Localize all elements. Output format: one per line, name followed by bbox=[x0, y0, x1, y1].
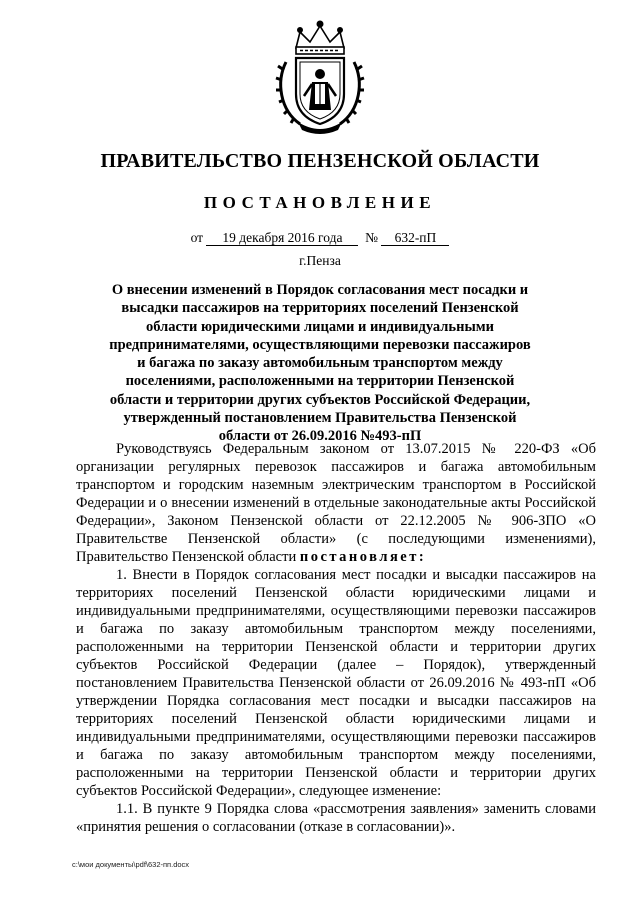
date-number-line bbox=[0, 230, 640, 246]
date-prefix: от bbox=[190, 230, 204, 245]
paragraph-item-1-1: 1.1. В пункте 9 Порядка слова «рассмотрения заявления» заменить словами «принятия решения о согласовании (отказе в согласовании)». bbox=[76, 801, 596, 835]
organization-title: ПРАВИТЕЛЬСТВО ПЕНЗЕНСКОЙ ОБЛАСТИ bbox=[100, 150, 540, 172]
document-date: 19 декабря 2016 года bbox=[206, 231, 358, 246]
city: г.Пенза bbox=[299, 253, 341, 268]
penza-coat-of-arms-icon bbox=[270, 18, 370, 136]
resolution-verb: постановляет: bbox=[299, 549, 427, 565]
number-prefix: № bbox=[365, 230, 379, 245]
document-body bbox=[76, 440, 596, 836]
file-path-footer: c:\мои документы\pdf\632-пп.docx bbox=[72, 860, 190, 869]
paragraph-item-1: 1. Внести в Порядок согласования мест посадки и высадки пассажиров на территориях поселений Пензенской области юридическими лицами и индивидуальными предпринимателями, осуществляющими перевозки пассажиров и багажа по заказу автомобильным транспортом между поселениями, расположенными на территории Пензенской области и территории других субъектов Российской Федерации (далее – Порядок), утвержденный постановлением Правительства Пензенской области от 26.09.2016 № 493-пП «Об утверждении Порядка согласования мест посадки и высадки пассажиров на территориях поселений Пензенской области юридическими лицами и индивидуальными предпринимателями, осуществляющими перевозки пассажиров и багажа по заказу автомобильным транспортом между поселениями, расположенными на территории Пензенской области и территории других субъектов Российской Федерации», следующее изменение: bbox=[76, 567, 596, 799]
preamble-text: Руководствуясь Федеральным законом от 13.07.2015 № 220-ФЗ «Об организации регулярных перевозок пассажиров и багажа автомобильным транспортом и городским наземным электрическим транспортом в Российской Федерации и о внесении изменений в отдельные законодательные акты Российской Федерации», Законом Пензенской области от 22.12.2005 № 906-ЗПО «О Правительстве Пензенской области» (с последующими изменениями), Правительство Пензенской области bbox=[76, 441, 596, 565]
document-type: ПОСТАНОВЛЕНИЕ bbox=[203, 193, 437, 212]
paragraph-preamble bbox=[76, 440, 596, 566]
document-subject: О внесении изменений в Порядок согласования мест посадки и высадки пассажиров на территориях поселений Пензенской области юридическими лицами и индивидуальными предпринимателями, осуществляющими перевозки пассажиров и багажа по заказу автомобильным транспортом между поселениями, расположенными на территории Пензенской области и территории других субъектов Российской Федерации, утвержденный постановлением Правительства Пензенской области от 26.09.2016 №493-пП bbox=[109, 282, 531, 445]
document-number: 632-пП bbox=[381, 231, 449, 246]
